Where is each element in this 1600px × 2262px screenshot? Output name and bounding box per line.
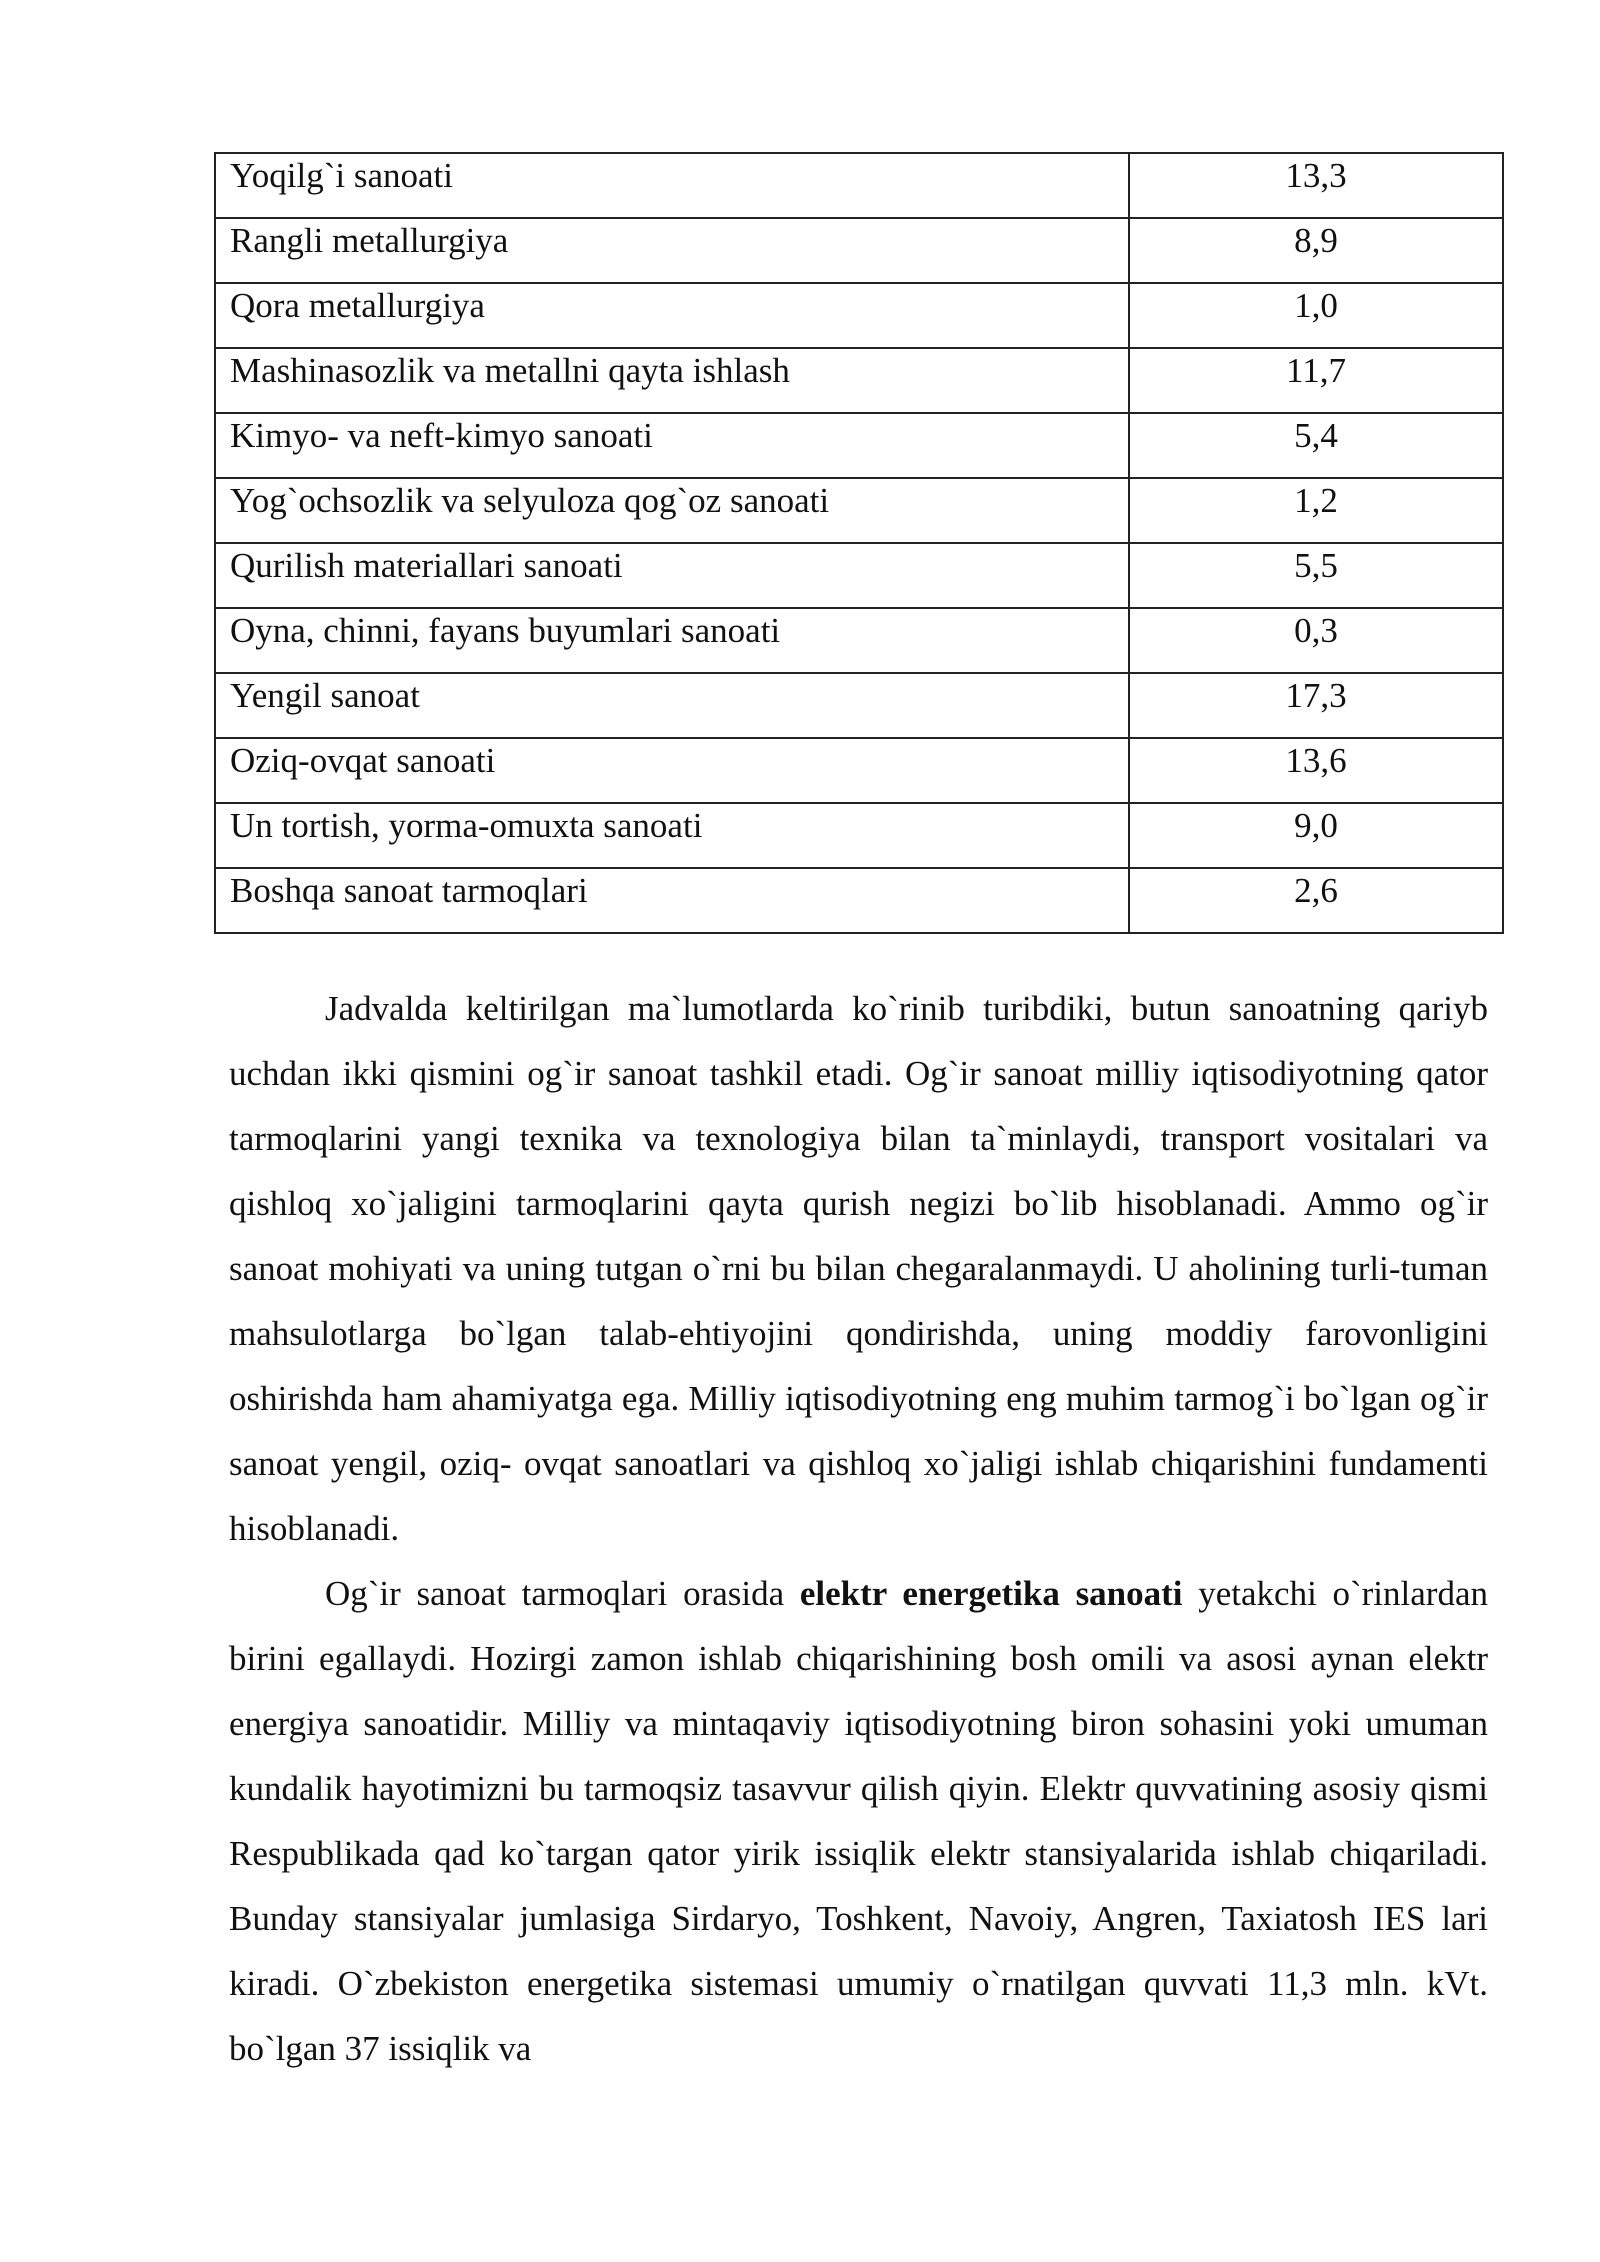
industry-value-cell: 13,6 — [1129, 738, 1503, 803]
table-row — [215, 348, 1503, 413]
table-row — [215, 608, 1503, 673]
industry-share-table — [214, 152, 1504, 934]
industry-value-cell: 13,3 — [1129, 153, 1503, 218]
body-text — [229, 976, 1488, 2081]
industry-name-cell: Qora metallurgiya — [215, 283, 1129, 348]
table-row — [215, 153, 1503, 218]
table-row — [215, 478, 1503, 543]
industry-value-cell: 5,5 — [1129, 543, 1503, 608]
industry-name-cell: Oyna, chinni, fayans buyumlari sanoati — [215, 608, 1129, 673]
table-row — [215, 413, 1503, 478]
industry-name-cell: Yoqilg`i sanoati — [215, 153, 1129, 218]
industry-name-cell: Yog`ochsozlik va selyuloza qog`oz sanoati — [215, 478, 1129, 543]
table-row — [215, 803, 1503, 868]
table-row — [215, 868, 1503, 933]
industry-name-cell: Kimyo- va neft-kimyo sanoati — [215, 413, 1129, 478]
table-row — [215, 543, 1503, 608]
industry-value-cell: 11,7 — [1129, 348, 1503, 413]
paragraph-energy-rest: yetakchi o`rinlardan birini egallaydi. Hozirgi zamon ishlab chiqarishining bosh omili va asosi aynan elektr energiya sanoatidir. Milliy va mintaqaviy iqtisodiyotning biron sohasini yoki umuman kundalik hayotimizni bu tarmoqsiz tasavvur qilish qiyin. Elektr quvvatining asosiy qismi Respublikada qad ko`targan qator yirik issiqlik elektr stansiyalarida ishlab chiqariladi. Bunday stansiyalar jumlasiga Sirdaryo, Toshkent, Navoiy, Angren, Taxiatosh IES lari kiradi. O`zbekiston energetika sistemasi umumiy o`rnatilgan quvvati 11,3 mln. kVt. bo`lgan 37 issiqlik va — [229, 1574, 1488, 2068]
industry-name-cell: Oziq-ovqat sanoati — [215, 738, 1129, 803]
energy-industry-term: elektr energetika sanoati — [799, 1574, 1183, 1613]
industry-value-cell: 5,4 — [1129, 413, 1503, 478]
industry-name-cell: Un tortish, yorma-omuxta sanoati — [215, 803, 1129, 868]
paragraph-analysis: Jadvalda keltirilgan ma`lumotlarda ko`rinib turibdiki, butun sanoatning qariyb uchdan ikki qismini og`ir sanoat tashkil etadi. Og`ir sanoat milliy iqtisodiyotning qator tarmoqlarini yangi texnika va texnologiya bilan ta`minlaydi, transport vositalari va qishloq xo`jaligini tarmoqlarini qayta qurish negizi bo`lib hisoblanadi. Ammo og`ir sanoat mohiyati va uning tutgan o`rni bu bilan chegaralanmaydi. U aholining turli-tuman mahsulotlarga bo`lgan talab-ehtiyojini qondirishda, uning moddiy farovonligini oshirishda ham ahamiyatga ega. Milliy iqtisodiyotning eng muhim tarmog`i bo`lgan og`ir sanoat yengil, oziq- ovqat sanoatlari va qishloq xo`jaligi ishlab chiqarishini fundamenti hisoblanadi. — [229, 989, 1488, 1548]
paragraph-energy-start: Og`ir sanoat tarmoqlari orasida — [325, 1574, 800, 1613]
industry-value-cell: 0,3 — [1129, 608, 1503, 673]
industry-value-cell: 8,9 — [1129, 218, 1503, 283]
table-row — [215, 738, 1503, 803]
industry-value-cell: 2,6 — [1129, 868, 1503, 933]
table-row — [215, 283, 1503, 348]
industry-name-cell: Yengil sanoat — [215, 673, 1129, 738]
industry-value-cell: 9,0 — [1129, 803, 1503, 868]
industry-name-cell: Mashinasozlik va metallni qayta ishlash — [215, 348, 1129, 413]
table-row — [215, 218, 1503, 283]
table-row — [215, 673, 1503, 738]
industry-value-cell: 17,3 — [1129, 673, 1503, 738]
industry-value-cell: 1,2 — [1129, 478, 1503, 543]
industry-value-cell: 1,0 — [1129, 283, 1503, 348]
industry-name-cell: Boshqa sanoat tarmoqlari — [215, 868, 1129, 933]
industry-name-cell: Rangli metallurgiya — [215, 218, 1129, 283]
industry-name-cell: Qurilish materiallari sanoati — [215, 543, 1129, 608]
paragraph-energy — [229, 1561, 1488, 2081]
